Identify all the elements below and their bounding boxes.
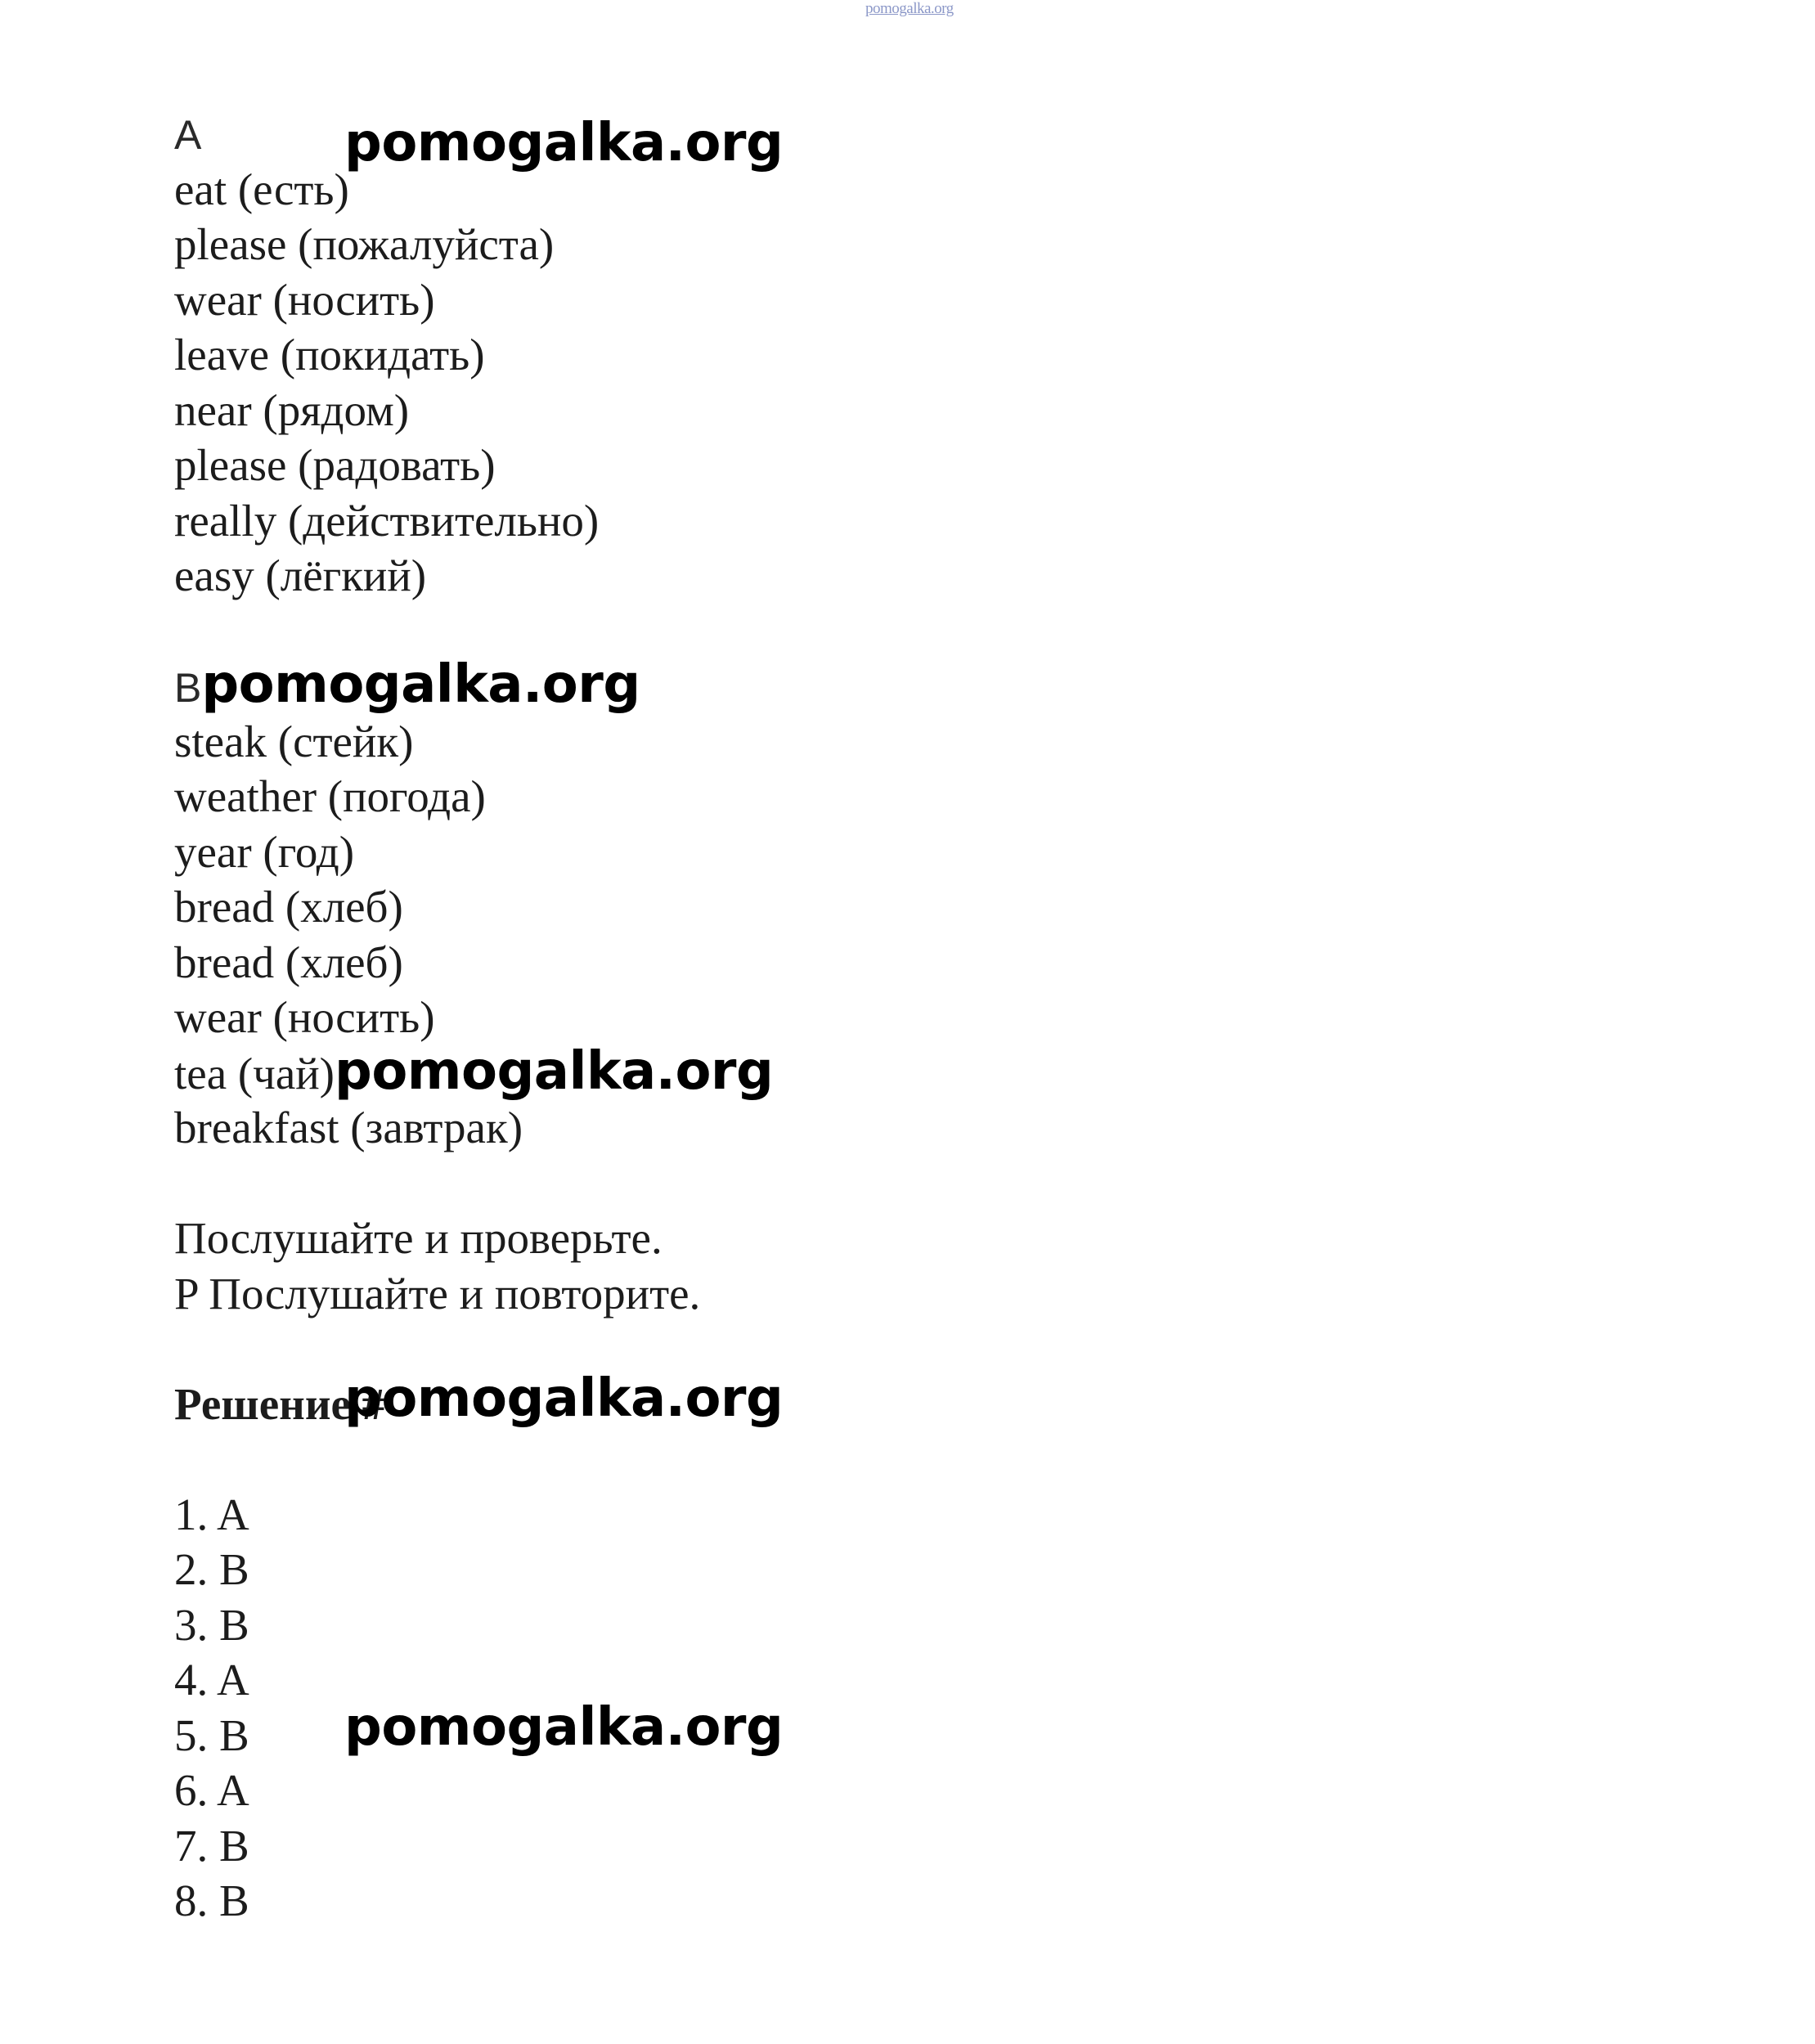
answer-item: 1. A	[174, 1489, 249, 1539]
instruction-line: Послушайте и проверьте.	[174, 1213, 663, 1263]
solution-title: Решение #	[174, 1378, 385, 1429]
answer-item: 8. B	[174, 1876, 249, 1925]
watermark-text: pomogalka.org	[344, 1697, 784, 1758]
word-item: near (рядом)	[174, 384, 410, 435]
answer-item: 2. B	[174, 1544, 249, 1594]
word-item: year (год)	[174, 826, 355, 877]
word-item: breakfast (завтрак)	[174, 1103, 523, 1152]
answer-item: 7. B	[174, 1820, 249, 1871]
word-item: please (радовать)	[174, 440, 496, 490]
answer-item: 5. B	[174, 1709, 249, 1760]
word-item: bread (хлеб)	[174, 882, 403, 932]
spacer	[174, 1156, 773, 1211]
solution-section	[174, 1377, 773, 1929]
word-item: wear (носить)	[174, 274, 435, 325]
watermark-text: pomogalka.org	[344, 1368, 784, 1429]
section-b	[174, 654, 774, 1156]
answer-item: 3. B	[174, 1599, 249, 1650]
spacer	[174, 1431, 773, 1487]
watermark-text: pomogalka.org	[335, 1040, 774, 1102]
spacer	[174, 604, 773, 659]
word-item: wear (носить)	[174, 992, 435, 1042]
word-item: tea (чай)	[174, 1048, 335, 1098]
word-item-with-watermark	[174, 1040, 774, 1102]
instructions	[174, 1211, 773, 1321]
section-b-label: B	[174, 665, 202, 711]
answer-item: 6. A	[174, 1765, 249, 1815]
answer-item: 4. A	[174, 1655, 249, 1705]
word-item: bread (хлеб)	[174, 937, 403, 987]
word-item: easy (лёгкий)	[174, 550, 427, 600]
header-watermark-link[interactable]: pomogalka.org	[865, 0, 954, 17]
word-item: weather (погода)	[174, 771, 486, 821]
word-item: really (действительно)	[174, 495, 600, 546]
word-item: steak (стейк)	[174, 716, 414, 766]
section-b-heading	[174, 654, 773, 715]
section-a	[174, 106, 773, 604]
watermark-text: pomogalka.org	[344, 113, 784, 173]
section-a-label: A	[174, 112, 202, 158]
watermark-text: pomogalka.org	[201, 654, 640, 715]
document-body	[174, 106, 773, 1929]
word-item: leave (покидать)	[174, 330, 485, 380]
word-item: please (пожалуйста)	[174, 219, 555, 269]
instruction-line: P Послушайте и повторите.	[174, 1268, 701, 1318]
word-item: eat (есть)	[174, 164, 349, 214]
